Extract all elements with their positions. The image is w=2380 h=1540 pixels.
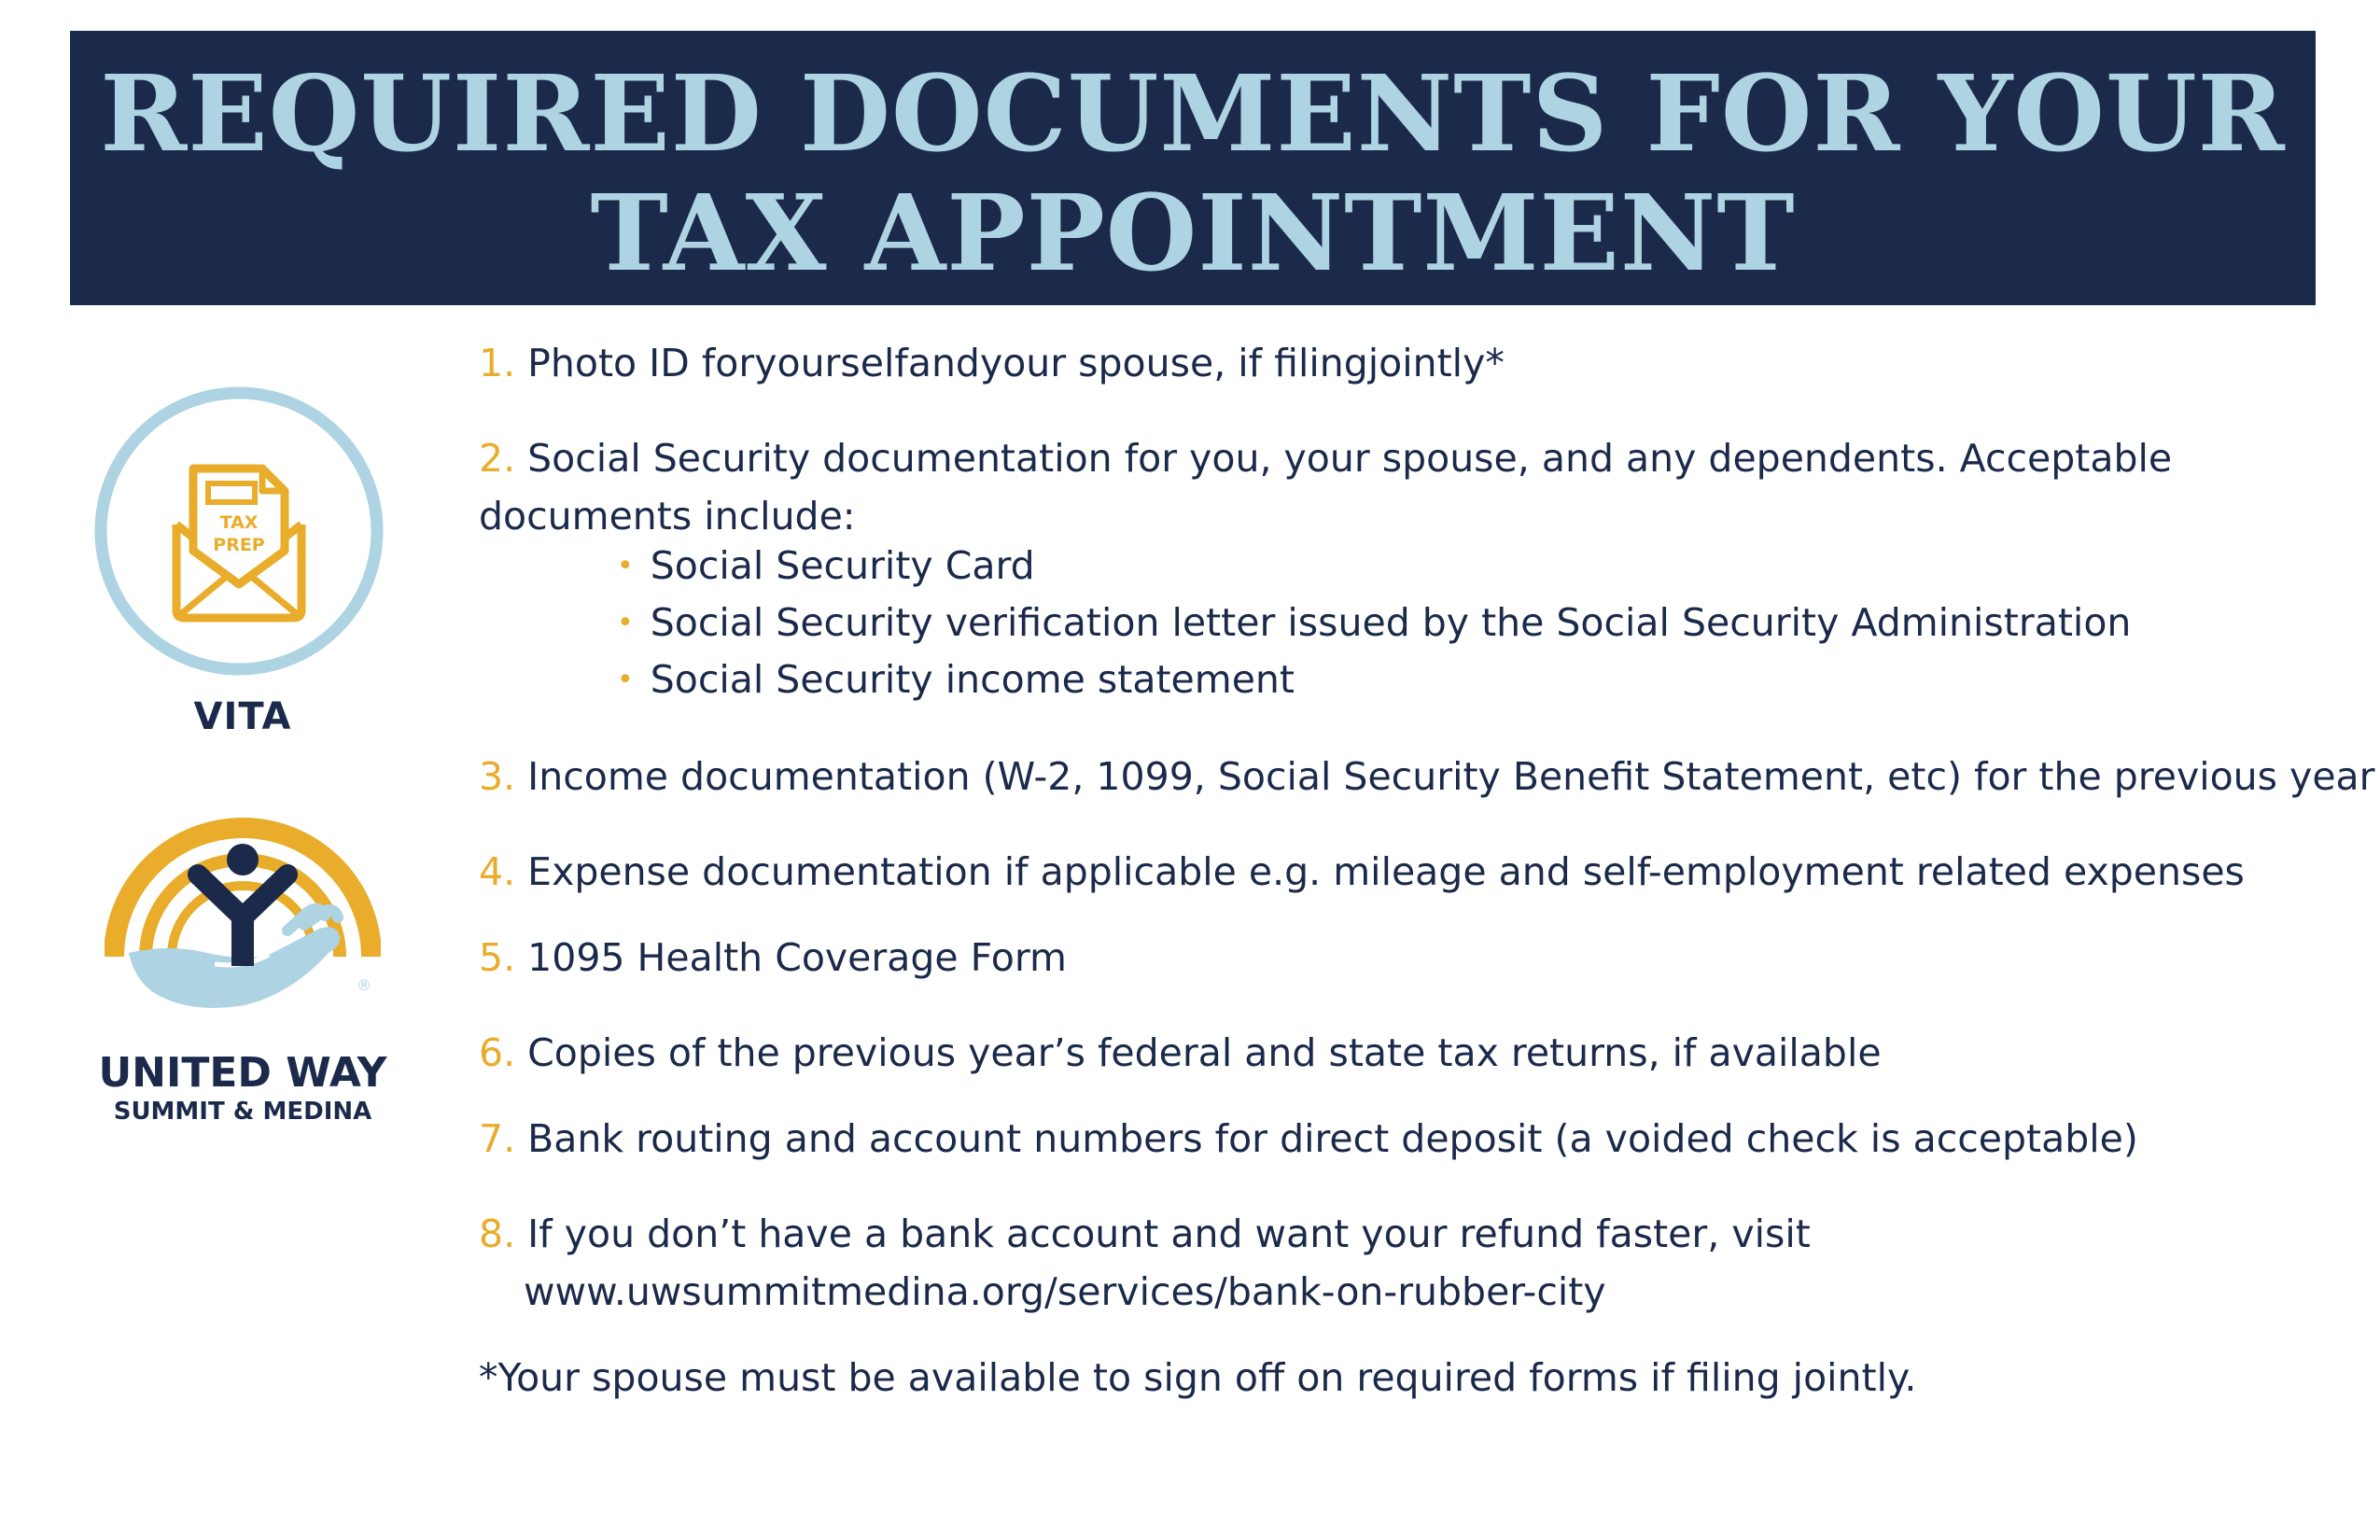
list-item-1 [479, 334, 2355, 392]
item-text: If you don’t have a bank account and want your refund faster, visit [515, 1211, 1811, 1256]
list-item-2-continued: documents include: [479, 494, 856, 539]
sub-list-item: • Social Security income statement [617, 653, 2355, 710]
sub-list-item: • Social Security verification letter issued by the Social Security Administration [617, 596, 2355, 653]
list-item-6 [479, 1024, 2355, 1082]
page-title-line-1: REQUIRED DOCUMENTS FOR YOUR [100, 53, 2286, 175]
item-number: 6. [479, 1030, 516, 1075]
item-number: 3. [479, 754, 516, 799]
list-item-8 [479, 1205, 2355, 1263]
sub-list-item: • Social Security Card [617, 539, 2355, 596]
vita-icon-text-bottom: PREP [213, 535, 265, 555]
vita-icon-text-top: TAX [219, 512, 259, 533]
item-number: 5. [479, 935, 516, 980]
required-documents-list [479, 334, 2375, 1407]
item-text: Social Security documentation for you, your spouse, and any dependents. Acceptable [515, 436, 2173, 481]
title-banner [70, 31, 2316, 305]
vita-label: VITA [193, 695, 292, 738]
item-number: 7. [479, 1116, 516, 1161]
item-text: Photo ID foryourselfandyour spouse, if filingjointly* [515, 341, 1505, 385]
list-item-3 [479, 748, 2375, 805]
item-number: 1. [479, 341, 516, 385]
page-title-line-2: TAX APPOINTMENT [590, 173, 1796, 295]
item-number: 8. [479, 1211, 516, 1256]
vita-tax-prep-icon [94, 386, 384, 676]
footnote: *Your spouse must be available to sign off on required forms if filing jointly. [479, 1355, 1917, 1400]
item-text: Copies of the previous year’s federal and state tax returns, if available [515, 1030, 1882, 1075]
org-name: UNITED WAY [98, 1049, 387, 1097]
item-text: Expense documentation if applicable e.g. mileage and self-employment related expenses [515, 849, 2245, 894]
united-way-logo-icon [105, 770, 381, 1013]
acceptable-documents-list [479, 539, 2355, 710]
bank-on-link[interactable]: www.uwsummitmedina.org/services/bank-on-rubber-city [524, 1269, 1606, 1314]
list-item-4 [479, 843, 2355, 901]
item-number: 4. [479, 849, 516, 894]
list-item-7 [479, 1110, 2355, 1168]
item-text: Bank routing and account numbers for direct deposit (a voided check is acceptable) [515, 1116, 2138, 1161]
sidebar-logos [70, 373, 415, 1139]
org-subtitle: SUMMIT & MEDINA [113, 1098, 372, 1126]
item-text: 1095 Health Coverage Form [515, 935, 1067, 980]
list-item-2 [479, 429, 2355, 487]
list-item-5 [479, 929, 2355, 987]
item-text: Income documentation (W-2, 1099, Social Security Benefit Statement, etc) for the previous year [515, 754, 2375, 799]
item-number: 2. [479, 436, 516, 481]
registered-mark: ® [357, 976, 371, 994]
